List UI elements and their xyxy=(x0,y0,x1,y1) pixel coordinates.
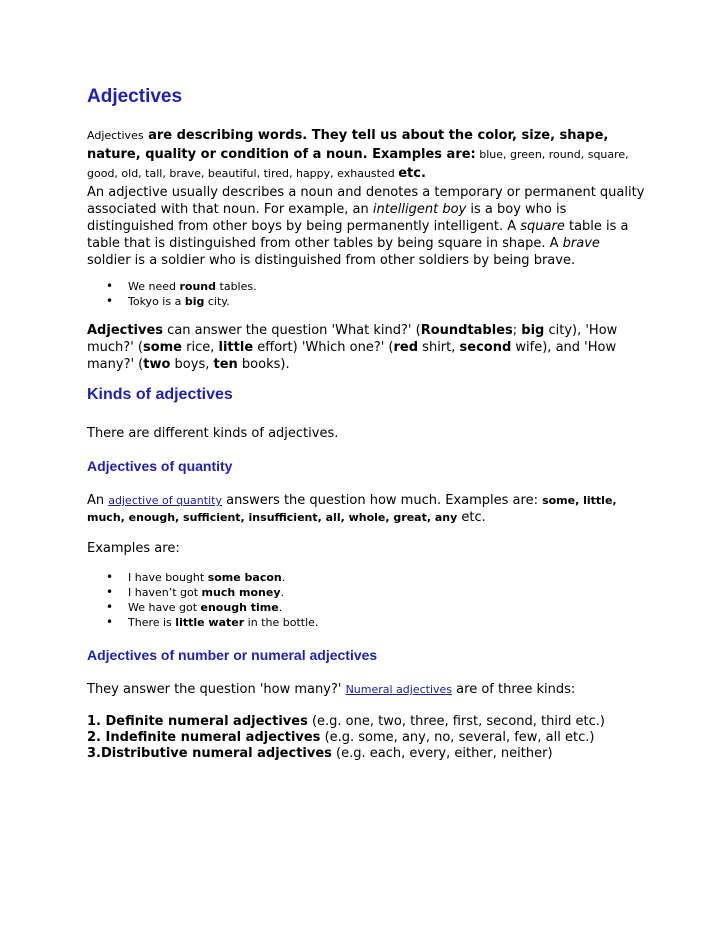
quantity-example-list xyxy=(87,570,647,630)
kinds-text: There are different kinds of adjectives. xyxy=(87,426,339,441)
definition-paragraph: An adjective usually describes a noun and denotes a temporary or permanent quality associated with that noun. For example, an intelligent boy is a boy who is distinguished from other boys by being permanently intelligent. A square table is a table that is distinguished from other tables by being square in shape. A brave soldier is a soldier who is distinguished from other soldiers by being brave. xyxy=(87,185,645,268)
quantity-heading: Adjectives of quantity xyxy=(87,458,233,474)
list-item: 3.Distributive numeral adjectives (e.g. each, every, either, neither) xyxy=(87,746,553,761)
list-item: • We have got enough time. xyxy=(87,600,647,615)
questions-paragraph: Adjectives can answer the question 'What kind?' (Roundtables; big city), 'How much?' (some rice, little effort) 'Which one?' (red shirt, second wife), and 'How many?' (two boys, ten books). xyxy=(87,323,618,372)
intro-paragraph: Adjectives are describing words. They tell us about the color, size, shape, nature, quality or condition of a noun. Examples are: blue, green, round, square, good, old, tall, brave, beautiful, tired, happy, exhausted etc. xyxy=(87,128,629,181)
number-paragraph: They answer the question 'how many?' Numeral adjectives are of three kinds: xyxy=(87,682,576,697)
example-list-1 xyxy=(87,279,647,309)
quantity-paragraph: An adjective of quantity answers the question how much. Examples are: some, little, much, enough, sufficient, insufficient, all, whole, great, any etc. xyxy=(87,493,617,525)
list-item: • Tokyo is a big city. xyxy=(87,294,647,309)
list-item: • I haven’t got much money. xyxy=(87,585,647,600)
list-item: • We need round tables. xyxy=(87,279,647,294)
numeral-kinds-list xyxy=(87,714,647,762)
kinds-heading: Kinds of adjectives xyxy=(87,386,233,403)
adjective-of-quantity-link[interactable]: adjective of quantity xyxy=(108,494,222,507)
examples-label: Examples are: xyxy=(87,541,180,556)
list-item: • There is little water in the bottle. xyxy=(87,615,647,630)
numeral-adjectives-link[interactable]: Numeral adjectives xyxy=(345,683,453,696)
list-item: 2. Indefinite numeral adjectives (e.g. some, any, no, several, few, all etc.) xyxy=(87,730,595,745)
list-item: 1. Definite numeral adjectives (e.g. one, two, three, first, second, third etc.) xyxy=(87,714,605,729)
list-item: • I have bought some bacon. xyxy=(87,570,647,585)
page-title: Adjectives xyxy=(87,86,183,107)
number-heading: Adjectives of number or numeral adjectives xyxy=(87,647,378,663)
